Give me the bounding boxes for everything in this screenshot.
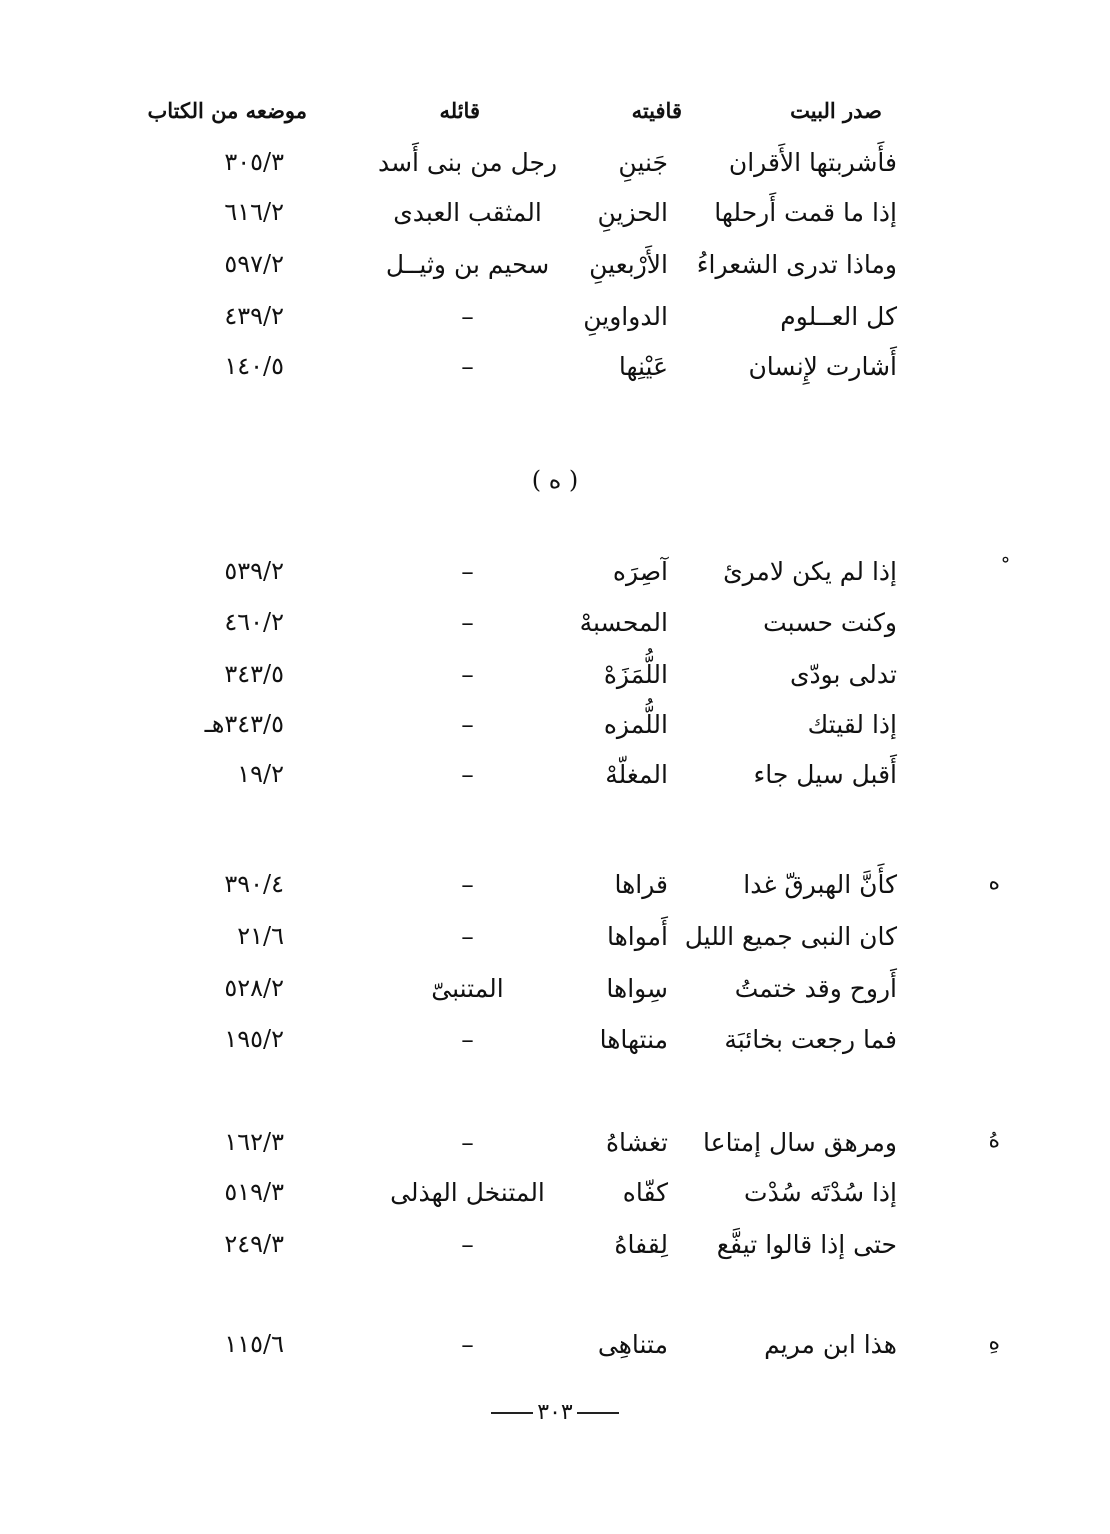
table-row	[0, 1178, 1110, 1218]
margin-note: ه	[988, 870, 1000, 895]
margin-note: هُ	[988, 1128, 1000, 1153]
poet-cell: المتنخل الهذلى	[390, 1178, 545, 1207]
location-cell: ٣٩٠/٤	[224, 870, 284, 898]
poet-cell: المتنبىّ	[431, 974, 504, 1003]
table-row	[0, 710, 1110, 750]
rhyme-cell: آصِرَه	[612, 557, 668, 586]
poet-cell: رجل من بنى أَسد	[377, 148, 558, 177]
rhyme-cell: سِواها	[606, 974, 668, 1003]
page-number-text: ٣٠٣	[537, 1400, 573, 1425]
table-row	[0, 760, 1110, 800]
location-cell: ٥١٩/٣	[224, 1178, 284, 1206]
location-cell: ٣٤٣/٥هـ	[204, 710, 284, 738]
rhyme-cell: عَيْنِها	[618, 352, 668, 381]
table-row	[0, 974, 1110, 1014]
poet-cell: –	[461, 660, 474, 689]
rhyme-cell: لِقفاهُ	[614, 1230, 668, 1259]
table-row	[0, 250, 1110, 290]
rhyme-cell: كفّاه	[622, 1178, 668, 1207]
location-cell: ٦١٦/٢	[224, 198, 284, 226]
table-row	[0, 660, 1110, 700]
poet-cell: –	[461, 302, 474, 331]
table-row	[0, 870, 1110, 910]
header-rhyme: قافيته	[631, 98, 682, 123]
verse-start-cell: وكنت حسبت	[763, 608, 897, 637]
rhyme-cell: المحسبهْ	[579, 608, 668, 637]
rhyme-cell: أَمواها	[607, 922, 668, 951]
table-row	[0, 352, 1110, 392]
header-location: موضعه من الكتاب	[147, 98, 307, 123]
location-cell: ٥٢٨/٢	[224, 974, 284, 1002]
verse-start-cell: إذا لم يكن لامرئ	[723, 557, 897, 586]
table-row	[0, 922, 1110, 962]
rhyme-cell: اللُّمزه	[603, 710, 668, 739]
table-row	[0, 1330, 1110, 1370]
footer-rule-right	[577, 1412, 619, 1414]
verse-start-cell: هذا ابن مريم	[764, 1330, 897, 1359]
location-cell: ٢٤٩/٣	[224, 1230, 284, 1258]
rhyme-cell: جَنينِ	[618, 148, 668, 177]
poet-cell: –	[461, 870, 474, 899]
page-number	[0, 1400, 1110, 1425]
verse-start-cell: كل العــلوم	[780, 302, 897, 331]
table-row	[0, 302, 1110, 342]
verse-start-cell: أَقبل سيل جاء	[753, 760, 897, 789]
poet-cell: سحيم بن وثيــل	[385, 250, 550, 279]
verse-start-cell: ومرهق سال إمتاعا	[703, 1128, 897, 1157]
verse-start-cell: وماذا تدرى الشعراءُ	[696, 250, 897, 279]
poet-cell: –	[461, 1330, 474, 1359]
verse-start-cell: فما رجعت بخائبَة	[724, 1025, 897, 1054]
rhyme-cell: تغشاهُ	[605, 1128, 668, 1157]
rhyme-cell: منتهاها	[599, 1025, 668, 1054]
table-row	[0, 198, 1110, 238]
poet-cell: –	[461, 608, 474, 637]
section-letter-heading: ( ه )	[531, 466, 579, 494]
table-row	[0, 608, 1110, 648]
verse-start-cell: أَروح وقد ختمتُ	[734, 974, 897, 1003]
verse-start-cell: فأَشربتها الأَقران	[728, 148, 897, 177]
poet-cell: –	[461, 352, 474, 381]
location-cell: ١٩/٢	[237, 760, 284, 788]
footer-rule-left	[491, 1412, 533, 1414]
location-cell: ١٤٠/٥	[224, 352, 284, 380]
rhyme-cell: المغلّهْ	[605, 760, 668, 789]
location-cell: ٤٦٠/٢	[224, 608, 284, 636]
poet-cell: المثقب العبدى	[393, 198, 542, 227]
location-cell: ٤٣٩/٢	[224, 302, 284, 330]
rhyme-cell: الحزينِ	[597, 198, 668, 227]
poet-cell: –	[461, 760, 474, 789]
verse-start-cell: كان النبى جميع الليل	[684, 922, 897, 951]
location-cell: ٥٩٧/٢	[224, 250, 284, 278]
location-cell: ١٩٥/٢	[224, 1025, 284, 1053]
poet-cell: –	[461, 1128, 474, 1157]
verse-start-cell: حتى إذا قالوا تيفَّع	[716, 1230, 897, 1259]
verse-start-cell: تدلى بودّى	[789, 660, 897, 689]
poet-cell: –	[461, 1025, 474, 1054]
poet-cell: –	[461, 1230, 474, 1259]
margin-note: هِ	[988, 1330, 1000, 1355]
verse-start-cell: كأَنَّ الهبرقّ غدا	[743, 870, 897, 899]
rhyme-cell: متناهِى	[597, 1330, 668, 1359]
rhyme-cell: الدواوينِ	[583, 302, 668, 331]
poet-cell: –	[461, 710, 474, 739]
location-cell: ٣٤٣/٥	[224, 660, 284, 688]
verse-start-cell: أَشارت لإِنسان	[748, 352, 897, 381]
table-row	[0, 148, 1110, 188]
rhyme-cell: اللُّمَزَهْ	[603, 660, 668, 689]
location-cell: ٣٠٥/٣	[224, 148, 284, 176]
location-cell: ١٦٢/٣	[224, 1128, 284, 1156]
location-cell: ٢١/٦	[237, 922, 284, 950]
table-row	[0, 1230, 1110, 1270]
verse-start-cell: إذا لقيتك	[807, 710, 897, 739]
poet-cell: –	[461, 557, 474, 586]
verse-start-cell: إذا ما قمت أَرحلها	[714, 198, 897, 227]
header-verse-start: صدر البيت	[790, 98, 882, 123]
verse-start-cell: إذا سُدْتَه سُدْت	[744, 1178, 897, 1207]
table-row	[0, 1025, 1110, 1065]
location-cell: ١١٥/٦	[224, 1330, 284, 1358]
poet-cell: –	[461, 922, 474, 951]
rhyme-cell: قراها	[614, 870, 668, 899]
rhyme-cell: الأَرْبعينِ	[589, 250, 668, 279]
location-cell: ٥٣٩/٢	[224, 557, 284, 585]
header-poet: قائله	[439, 98, 480, 123]
table-row	[0, 1128, 1110, 1168]
table-row	[0, 557, 1110, 597]
